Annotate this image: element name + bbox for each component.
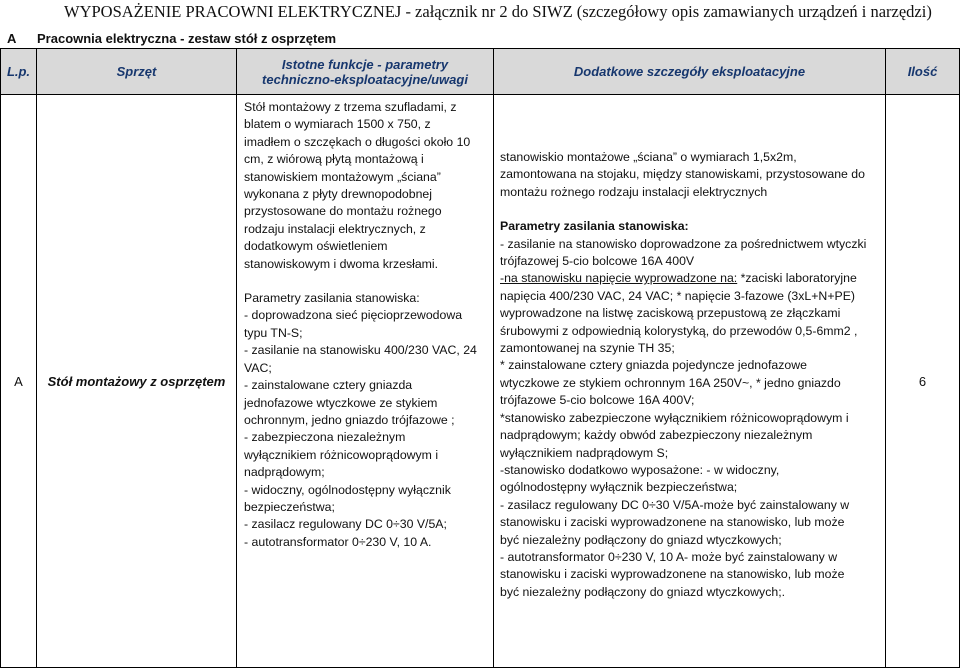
dodatkowe-param-line: być niezależny podłączony do gniazd wtyczkowych;	[500, 532, 782, 547]
cell-lp: A	[1, 95, 37, 668]
dodatkowe-intro-line: stanowiskio montażowe „ściana” o wymiarach 1,5x2m,	[500, 150, 797, 164]
header-sprzet: Sprzęt	[37, 49, 237, 95]
cell-dodatkowe	[494, 95, 886, 668]
funkcje-param-line: - widoczny, ogólnodostępny wyłącznik	[244, 482, 451, 497]
funkcje-param-line: VAC;	[244, 360, 272, 375]
funkcje-line: imadłem o szczękach o długości około 10	[244, 134, 471, 149]
funkcje-line: Stół montażowy z trzema szufladami, z	[244, 100, 457, 114]
funkcje-description	[244, 99, 487, 273]
funkcje-line: rodzaju instalacji elektrycznych, z	[244, 221, 426, 236]
section-letter: A	[7, 31, 17, 46]
section-name: Pracownia elektryczna - zestaw stół z osprzętem	[37, 31, 337, 46]
dodatkowe-param-line: *stanowisko zabezpieczone wyłącznikiem różnicowoprądowym i	[500, 410, 849, 425]
funkcje-param-line: - autotransformator 0÷230 V, 10 A.	[244, 534, 432, 549]
dodatkowe-param-line: wyłącznikiem nadprądowym S;	[500, 445, 669, 460]
funkcje-param-line: bezpieczeństwa;	[244, 499, 335, 514]
funkcje-line: wykonana z płyty drewnopodobnej	[244, 187, 432, 202]
dodatkowe-param-line: - zasilacz regulowany DC 0÷30 V/5A-może być zainstalowany w	[500, 497, 850, 512]
dodatkowe-params-b	[500, 288, 879, 601]
dodatkowe-param-line: być niezależny podłączony do gniazd wtyczkowych;.	[500, 584, 786, 599]
funkcje-param-line: - zasilanie na stanowisku 400/230 VAC, 24	[244, 343, 477, 358]
funkcje-param-line: - doprowadzona sieć pięcioprzewodowa	[244, 308, 463, 323]
equipment-table	[0, 48, 960, 668]
dodatkowe-param-line: nadprądowym; każdy obwód zabezpieczony niezależnym	[500, 428, 813, 443]
funkcje-line: przystosowane do montażu rożnego	[244, 204, 442, 219]
funkcje-param-line: wyłącznikiem różnicowoprądowym i	[244, 447, 439, 462]
funkcje-line: blatem o wymiarach 1500 x 750, z	[244, 117, 431, 132]
table-header-row	[1, 49, 960, 95]
header-funkcje-line2: techniczno-eksploatacyjne/uwagi	[262, 71, 468, 87]
cell-sprzet: Stół montażowy z osprzętem	[37, 95, 237, 668]
funkcje-line: cm, z wiórową płytą montażową i	[244, 152, 424, 167]
table-row	[1, 95, 960, 668]
dodatkowe-underlined-line	[500, 270, 879, 287]
document-title: WYPOSAŻENIE PRACOWNI ELEKTRYCZNEJ - załącznik nr 2 do SIWZ (szczegółowy opis zamawianych urządzeń i narzędzi)	[64, 2, 932, 21]
funkcje-param-line: jednofazowe wtyczkowe ze stykiem	[244, 395, 438, 410]
funkcje-param-line: - zabezpieczona niezależnym	[244, 430, 406, 445]
header-funkcje-line1: Istotne funkcje - parametry	[281, 56, 449, 72]
funkcje-param-line: nadprądowym;	[244, 465, 325, 480]
dodatkowe-params-a	[500, 236, 879, 271]
header-ilosc: Ilość	[886, 49, 960, 95]
funkcje-param-line: ochronnym, jedno gniazdo trójfazowe ;	[244, 412, 455, 427]
header-dodatkowe: Dodatkowe szczegóły eksploatacyjne	[494, 49, 886, 95]
dodatkowe-param-line: ogólnodostępny wyłącznik bezpieczeństwa;	[500, 480, 738, 495]
dodatkowe-param-line: wtyczkowe ze stykiem ochronnym 16A 250V~, * jedno gniazdo	[500, 375, 841, 390]
dodatkowe-param-line: - autotransformator 0÷230 V, 10 A- może być zainstalowany w	[500, 549, 838, 564]
dodatkowe-intro-line: montażu rożnego rodzaju instalacji elektrycznych	[500, 184, 768, 199]
funkcje-line: stanowiskowym i dwoma krzesłami.	[244, 256, 439, 271]
dodatkowe-underlined-tail: *zaciski laboratoryjne	[737, 271, 857, 286]
dodatkowe-underlined-text: -na stanowisku napięcie wyprowadzone na:	[500, 271, 738, 286]
dodatkowe-param-line: * zainstalowane cztery gniazda pojedyncze jednofazowe	[500, 358, 807, 373]
dodatkowe-param-line: stanowisku i zaciski wyprowadzonene na stanowisko, lub może	[500, 567, 845, 582]
cell-ilosc: 6	[886, 95, 960, 668]
dodatkowe-param-line: zamontowanej na szynie TH 35;	[500, 341, 675, 356]
dodatkowe-param-line: napięcia 400/230 VAC, 24 VAC; * napięcie 3-fazowe (3xL+N+PE)	[500, 288, 855, 303]
funkcje-param-line: typu TN-S;	[244, 325, 303, 340]
dodatkowe-intro-line: zamontowana na stojaku, między stanowiskami, przystosowane do	[500, 167, 865, 182]
dodatkowe-intro	[500, 149, 879, 201]
dodatkowe-params-heading: Parametry zasilania stanowiska:	[500, 219, 689, 234]
dodatkowe-param-line: trójfazowej 5-cio bolcowe 16A 400V	[500, 254, 695, 269]
dodatkowe-param-line: trójfazowe 5-cio bolcowe 16A 400V;	[500, 393, 695, 408]
funkcje-parameters	[244, 290, 487, 551]
funkcje-line: stanowiskiem montażowym „ściana”	[244, 169, 441, 184]
dodatkowe-param-line: - zasilanie na stanowisko doprowadzone za pośrednictwem wtyczki	[500, 236, 867, 251]
header-lp: L.p.	[1, 49, 37, 95]
header-funkcje	[237, 49, 494, 95]
dodatkowe-param-line: śrubowymi z odpowiednią kolorystyką, do przewodów 0,5-6mm2 ,	[500, 323, 858, 338]
funkcje-param-line: Parametry zasilania stanowiska:	[244, 291, 420, 306]
dodatkowe-param-line: -stanowisko dodatkowo wyposażone: - w widoczny,	[500, 462, 780, 477]
dodatkowe-param-line: wyprowadzone na listwę zaciskową przepustową ze złączkami	[500, 306, 841, 321]
dodatkowe-param-line: stanowisku i zaciski wyprowadzonene na stanowisko, lub może	[500, 515, 845, 530]
funkcje-param-line: - zainstalowane cztery gniazda	[244, 378, 413, 393]
funkcje-line: dodatkowym oświetleniem	[244, 239, 388, 254]
cell-funkcje	[237, 95, 494, 668]
funkcje-param-line: - zasilacz regulowany DC 0÷30 V/5A;	[244, 517, 447, 532]
